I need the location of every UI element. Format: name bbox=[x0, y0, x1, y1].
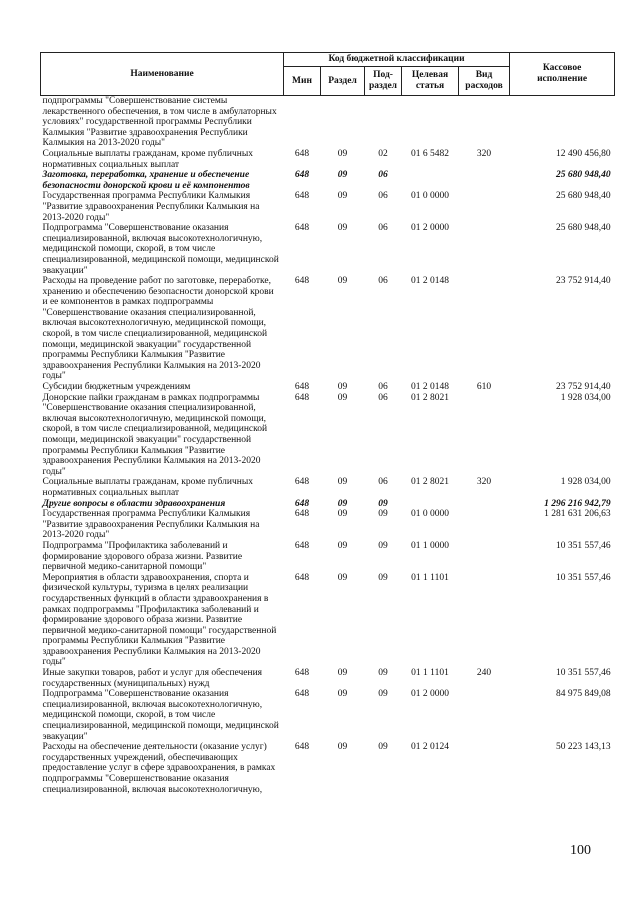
col-header-razdel: Раздел bbox=[321, 67, 365, 96]
cell-podrazdel: 09 bbox=[378, 572, 388, 583]
cell-name: Иные закупки товаров, работ и услуг для обеспечения государственных (муниципальных) нужд bbox=[42, 668, 263, 689]
cell-target: 01 2 0000 bbox=[411, 223, 449, 234]
cell-min: 648 bbox=[294, 191, 310, 202]
table-row bbox=[41, 742, 615, 795]
cell-min: 648 bbox=[294, 170, 310, 181]
cell-razdel: 09 bbox=[337, 689, 348, 700]
cell-vid bbox=[459, 541, 510, 573]
cell-vid bbox=[459, 509, 510, 541]
cell-amount: 1 928 034,00 bbox=[560, 392, 611, 403]
table-row bbox=[41, 382, 615, 393]
table-row bbox=[41, 393, 615, 478]
cell-target bbox=[402, 96, 459, 149]
cell-amount bbox=[510, 96, 615, 149]
col-header-target: Целевая статья bbox=[402, 67, 459, 96]
cell-razdel: 09 bbox=[337, 540, 348, 551]
cell-target: 01 2 0000 bbox=[411, 689, 449, 700]
cell-vid: 320 bbox=[476, 148, 492, 159]
cell-min: 648 bbox=[294, 148, 310, 159]
table-body bbox=[41, 96, 615, 796]
cell-vid bbox=[459, 742, 510, 795]
budget-document bbox=[40, 52, 614, 795]
cell-min bbox=[284, 96, 321, 149]
cell-razdel: 09 bbox=[337, 191, 348, 202]
cell-razdel: 09 bbox=[337, 392, 348, 403]
col-header-name: Наименование bbox=[41, 53, 284, 96]
cell-razdel: 09 bbox=[337, 477, 348, 488]
cell-min: 648 bbox=[294, 742, 310, 753]
cell-name: Подпрограмма "Профилактика заболеваний и формирование здорового образа жизни. Развитие первичной медико-санитарной помощи" bbox=[42, 540, 243, 573]
cell-podrazdel: 09 bbox=[378, 540, 388, 551]
table-row bbox=[41, 149, 615, 170]
cell-min: 648 bbox=[294, 509, 310, 520]
cell-amount: 50 223 143,13 bbox=[555, 742, 611, 753]
table-row bbox=[41, 170, 615, 191]
cell-min: 648 bbox=[294, 223, 310, 234]
cell-razdel: 09 bbox=[337, 170, 348, 181]
cell-vid bbox=[459, 393, 510, 478]
cell-podrazdel: 06 bbox=[378, 223, 388, 234]
cell-vid bbox=[459, 191, 510, 223]
cell-amount: 84 975 849,08 bbox=[555, 689, 611, 700]
cell-razdel: 09 bbox=[337, 509, 348, 520]
cell-razdel: 09 bbox=[337, 572, 348, 583]
cell-amount: 12 490 456,80 bbox=[555, 148, 611, 159]
cell-podrazdel: 09 bbox=[378, 668, 388, 679]
col-header-podrazdel: Под- раздел bbox=[365, 67, 402, 96]
cell-amount: 10 351 557,46 bbox=[555, 572, 611, 583]
table-row bbox=[41, 573, 615, 668]
cell-min: 648 bbox=[294, 572, 310, 583]
cell-podrazdel: 06 bbox=[378, 392, 388, 403]
cell-min: 648 bbox=[294, 477, 310, 488]
cell-podrazdel: 02 bbox=[378, 148, 388, 159]
cell-target bbox=[402, 170, 459, 191]
cell-min: 648 bbox=[294, 540, 310, 551]
cell-name: Заготовка, переработка, хранение и обеспечение безопасности донорской крови и её компонентов bbox=[42, 170, 250, 191]
cell-razdel: 09 bbox=[337, 498, 348, 509]
cell-vid bbox=[459, 573, 510, 668]
cell-vid: 240 bbox=[476, 668, 492, 679]
cell-min: 648 bbox=[294, 382, 310, 393]
cell-name: Другие вопросы в области здравоохранения bbox=[42, 498, 226, 509]
table-row bbox=[41, 191, 615, 223]
cell-podrazdel: 06 bbox=[378, 191, 388, 202]
table-row bbox=[41, 96, 615, 149]
cell-amount: 1 296 216 942,79 bbox=[544, 498, 611, 509]
cell-amount: 10 351 557,46 bbox=[555, 668, 611, 679]
cell-name: Социальные выплаты гражданам, кроме публичных нормативных социальных выплат bbox=[42, 148, 253, 170]
cell-target: 01 6 5482 bbox=[411, 148, 449, 159]
cell-name: Мероприятия в области здравоохранения, спорта и физической культуры, туризма в целях реализации государственных функций в области здравоохранения в рамках подпрограммы "Профилактика заболеваний и формирование здорового образа жизни. Развитие первичной медико-санитарной помощи" государственной программы Республики Калмыкия "Развитие здравоохранения Республики Калмыкия на 2013-2020 годы" bbox=[42, 572, 277, 668]
cell-razdel: 09 bbox=[337, 148, 348, 159]
cell-target: 01 2 0148 bbox=[411, 382, 449, 393]
cell-min: 648 bbox=[294, 689, 310, 700]
cell-name: Подпрограмма "Совершенствование оказания специализированной, включая высокотехнологичную, медицинской помощи, скорой, в том числе специализированной, медицинской помощи, медицинской эвакуации" bbox=[42, 689, 279, 742]
cell-vid bbox=[459, 689, 510, 742]
table-row bbox=[41, 223, 615, 276]
cell-target: 01 2 8021 bbox=[411, 392, 449, 403]
cell-target: 01 2 8021 bbox=[411, 477, 449, 488]
cell-podrazdel: 06 bbox=[378, 382, 388, 393]
page-number: 100 bbox=[570, 843, 591, 858]
cell-podrazdel: 09 bbox=[378, 689, 388, 700]
cell-name: Подпрограмма "Совершенствование оказания специализированной, включая высокотехнологичную, медицинской помощи, скорой, в том числе специализированной, медицинской помощи, медицинской эвакуации" bbox=[42, 223, 279, 276]
cell-podrazdel: 09 bbox=[378, 498, 388, 509]
cell-amount: 10 351 557,46 bbox=[555, 540, 611, 551]
cell-vid bbox=[459, 223, 510, 276]
col-header-exec: Кассовое исполнение bbox=[510, 53, 615, 96]
cell-amount: 1 281 631 206,63 bbox=[544, 509, 611, 520]
cell-min: 648 bbox=[294, 276, 310, 287]
table-header-row bbox=[41, 53, 615, 67]
cell-razdel bbox=[321, 96, 365, 149]
cell-name: Расходы на обеспечение деятельности (оказание услуг) государственных учреждений, обеспечивающих предоставление услуг в сфере здравоохранения, в рамках подпрограммы "Совершенствование оказания специализированной, включая высокотехнологичную, bbox=[42, 742, 276, 795]
cell-name: Субсидии бюджетным учреждениям bbox=[42, 382, 191, 393]
cell-razdel: 09 bbox=[337, 668, 348, 679]
cell-podrazdel bbox=[365, 96, 402, 149]
cell-vid bbox=[459, 276, 510, 382]
col-header-kbk: Код бюджетной классификации bbox=[284, 53, 510, 67]
table-row bbox=[41, 689, 615, 742]
cell-name: подпрограммы "Совершенствование системы лекарственного обеспечения, в том числе в амбулаторных условиях" государственной программы Республики Калмыкия "Развитие здравоохранения Республики Калмыкия на 2013-2020 годы" bbox=[42, 96, 277, 149]
cell-target: 01 1 1101 bbox=[411, 668, 449, 679]
cell-target: 01 0 0000 bbox=[411, 509, 449, 520]
table-row bbox=[41, 499, 615, 510]
cell-min: 648 bbox=[294, 392, 310, 403]
cell-target: 01 0 0000 bbox=[411, 191, 449, 202]
cell-name: Государственная программа Республики Калмыкия "Развитие здравоохранения Республики Калмыкия на 2013-2020 годы" bbox=[42, 191, 260, 223]
cell-amount: 25 680 948,40 bbox=[555, 170, 611, 181]
table-row bbox=[41, 276, 615, 382]
cell-target: 01 2 0148 bbox=[411, 276, 449, 287]
table-row bbox=[41, 477, 615, 498]
cell-vid bbox=[459, 499, 510, 510]
cell-target: 01 2 0124 bbox=[411, 742, 449, 753]
cell-razdel: 09 bbox=[337, 223, 348, 234]
cell-podrazdel: 06 bbox=[378, 477, 388, 488]
table-row bbox=[41, 509, 615, 541]
cell-amount: 25 680 948,40 bbox=[555, 191, 611, 202]
cell-min: 648 bbox=[294, 668, 310, 679]
col-header-vid: Вид расходов bbox=[459, 67, 510, 96]
table-row bbox=[41, 541, 615, 573]
cell-vid bbox=[459, 170, 510, 191]
cell-name: Государственная программа Республики Калмыкия "Развитие здравоохранения Республики Калмыкия на 2013-2020 годы" bbox=[42, 509, 260, 541]
cell-vid: 320 bbox=[476, 477, 492, 488]
cell-podrazdel: 09 bbox=[378, 509, 388, 520]
cell-razdel: 09 bbox=[337, 382, 348, 393]
cell-amount: 23 752 914,40 bbox=[555, 382, 611, 393]
cell-name: Расходы на проведение работ по заготовке, переработке, хранению и обеспечению безопасности донорской крови и ее компонентов в рамках подпрограммы "Совершенствование оказания специализированной, включая высокотехнологичную, медицинской помощи, скорой, в том числе специализированной, медицинской помощи, медицинской эвакуации" государственной программы Республики Калмыкия "Развитие здравоохранения Республики Калмыкия на 2013-2020 годы" bbox=[42, 276, 274, 382]
cell-target: 01 1 1101 bbox=[411, 572, 449, 583]
cell-min: 648 bbox=[294, 498, 310, 509]
table-row bbox=[41, 668, 615, 689]
cell-target bbox=[402, 499, 459, 510]
cell-amount: 25 680 948,40 bbox=[555, 223, 611, 234]
cell-podrazdel: 06 bbox=[378, 170, 388, 181]
cell-vid: 610 bbox=[476, 382, 492, 393]
cell-vid bbox=[459, 96, 510, 149]
cell-amount: 23 752 914,40 bbox=[555, 276, 611, 287]
cell-podrazdel: 09 bbox=[378, 742, 388, 753]
cell-target: 01 1 0000 bbox=[411, 540, 449, 551]
cell-podrazdel: 06 bbox=[378, 276, 388, 287]
cell-name: Социальные выплаты гражданам, кроме публичных нормативных социальных выплат bbox=[42, 477, 253, 498]
cell-razdel: 09 bbox=[337, 276, 348, 287]
cell-amount: 1 928 034,00 bbox=[560, 477, 611, 488]
cell-razdel: 09 bbox=[337, 742, 348, 753]
budget-table bbox=[40, 52, 615, 795]
col-header-min: Мин bbox=[284, 67, 321, 96]
cell-name: Донорские пайки гражданам в рамках подпрограммы "Совершенствование оказания специализированной, включая высокотехнологичную, медицинской помощи, скорой, в том числе специализированной, медицинской помощи, медицинской эвакуации" государственной программы Республики Калмыкия "Развитие здравоохранения Республики Калмыкия на 2013-2020 годы" bbox=[42, 392, 268, 477]
